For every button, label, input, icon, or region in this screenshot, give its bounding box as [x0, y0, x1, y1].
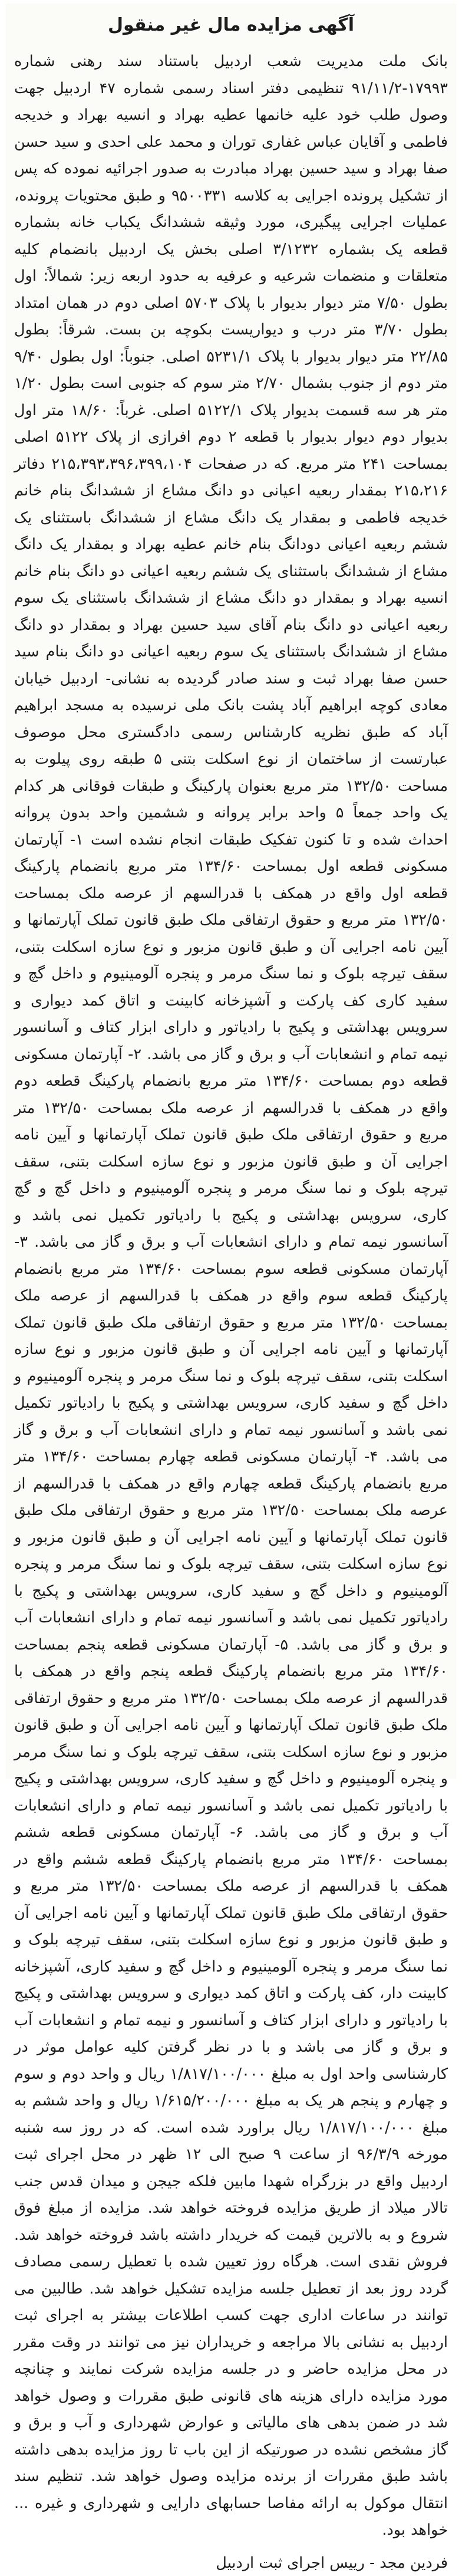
notice-title: آگهی مزایده مال غیر منقول	[107, 15, 354, 35]
notice-signature: فردین مجد - رییس اجرای ثبت اردبیل	[216, 2554, 448, 2572]
newspaper-clipping	[6, 4, 456, 2572]
notice-body	[14, 48, 448, 2572]
notice-paragraph: بانک ملت مدیریت شعب اردبیل باستناد سند رهنی شماره ۱۷۹۹۳-۹۱/۱۱/۲ تنظیمی دفتر اسناد رسمی شماره ۴۷ اردبیل جهت وصول طلب خود علیه خانمها عطیه بهراد و انسیه بهراد و خدیجه فاطمی و آقایان عباس غفاری توران و محمد علی احدی و سید حسن صفا بهراد و سید حسین بهراد مبادرت به صدور اجرائیه نموده که پس از تشکیل پرونده اجرایی به کلاسه ۹۵۰۰۳۳۱ و طبق محتویات پرونده، عملیات اجرایی پیگیری، مورد وثیقه ششدانگ یکباب خانه بشماره قطعه یک بشماره ۳/۱۲۳۲ اصلی بخش یک اردبیل بانضمام کلیه متعلقات و منضمات شرعیه و عرفیه به حدود اربعه زیر: شمالاً: اول بطول ۷/۵۰ متر دیوار بدیوار با پلاک ۵۷۰۳ اصلی دوم در همان امتداد بطول ۳/۷۰ متر درب و دیواریست بکوچه بن بست. شرقاً: بطول ۲۲/۸۵ متر دیوار بدیوار با پلاک ۵۲۳۱/۱ اصلی. جنوباً: اول بطول ۹/۴۰ متر دوم از جنوب بشمال ۲/۷۰ متر سوم که جنوبی است بطول ۱/۲۰ متر هر سه قسمت بدیوار پلاک ۵۱۲۲/۱ اصلی. غرباً: ۱۸/۶۰ متر اول بدیوار دوم دیوار بدیوار با قطعه ۲ دوم افرازی از پلاک ۵۱۲۲ اصلی بمساحت ۲۴۱ متر مربع. که در صفحات ۲۱۵،۳۹۳،۳۹۶،۳۹۹،۱۰۴ دفاتر ۲۱۵،۲۱۶ بمقدار ربعیه اعیانی دو دانگ مشاع از ششدانگ بنام خانم خدیجه فاطمی و بمقدار یک دانگ مشاع از ششدانگ باستثنای یک ششم ربعیه اعیانی دودانگ بنام خانم عطیه بهراد و بمقدار یک دانگ مشاع از ششدانگ باستثنای یک ششم ربعیه اعیانی دو دانگ بنام خانم انسیه بهراد و بمقدار دو دانگ مشاع از ششدانگ باستثنای یک سوم ربعیه اعیانی دو دانگ بنام آقای سید حسین بهراد و بمقدار دو دانگ مشاع از ششدانگ باستثنای یک سوم ربعیه اعیانی دو دانگ بنام سید حسن صفا بهراد ثبت و سند صادر گردیده به نشانی- اردبیل خیابان معادی کوچه ابراهیم آباد پشت بانک ملی نرسیده به مسجد ابراهیم آباد که طبق نظریه کارشناس رسمی دادگستری محل موصوف عبارتست از ساختمان از نوع اسکلت بتنی ۵ طبقه روی پیلوت به مساحت ۱۳۲/۵۰ متر مربع بعنوان پارکینگ و طبقات فوقانی هر کدام یک واحد جمعاً ۵ واحد برابر پروانه و ششمین واحد بدون پروانه احداث شده و تا کنون تفکیک طبقات انجام نشده است ۱- آپارتمان مسکونی قطعه اول بمساحت ۱۳۴/۶۰ متر مربع بانضمام پارکینگ قطعه اول واقع در همکف با قدرالسهم از عرصه ملک بمساحت ۱۳۲/۵۰ متر مربع و حقوق ارتفاقی ملک طبق قانون تملک آپارتمانها و آیین نامه اجرایی آن و طبق قانون مزبور و نوع سازه اسکلت بتنی، سقف تیرچه بلوک و نما سنگ مرمر و پنجره آلومینیوم و داخل گچ و سفید کاری کف پارکت و آشپزخانه کابینت و اتاق کمد دیواری و سرویس بهداشتی و پکیج با رادیاتور و دارای ابزار کتاف و آسانسور نیمه تمام و انشعابات آب و برق و گاز می باشد. ۲- آپارتمان مسکونی قطعه دوم بمساحت ۱۳۴/۶۰ متر مربع بانضمام پارکینگ قطعه دوم واقع در همکف با قدرالسهم از عرصه ملک بمساحت ۱۳۲/۵۰ متر مربع و حقوق ارتفاقی ملک طبق قانون تملک آپارتمانها و آیین نامه اجرایی آن و طبق قانون مزبور و نوع سازه اسکلت بتنی، سقف تیرچه بلوک و نما سنگ مرمر و پنجره آلومینیوم و داخل گچ و گچ کاری، سرویس بهداشتی و پکیج با رادیاتور تکمیل نمی باشد و آسانسور نیمه تمام و دارای انشعابات آب و برق و گاز می باشد. ۳- آپارتمان مسکونی قطعه سوم بمساحت ۱۳۴/۶۰ متر مربع بانضمام پارکینگ قطعه سوم واقع در همکف با قدرالسهم از عرصه ملک بمساحت ۱۳۲/۵۰ متر مربع و حقوق ارتفاقی ملک طبق قانون تملک آپارتمانها و آیین نامه اجرایی آن و طبق قانون مزبور و نوع سازه اسکلت بتنی، سقف تیرچه بلوک و نما سنگ مرمر و پنجره آلومینیوم و داخل گچ و سفید کاری، سرویس بهداشتی و پکیج با رادیاتور تکمیل نمی باشد و آسانسور نیمه تمام و دارای انشعابات آب و برق و گاز می باشد. ۴- آپارتمان مسکونی قطعه چهارم بمساحت ۱۳۴/۶۰ متر مربع بانضمام پارکینگ قطعه چهارم واقع در همکف با قدرالسهم از عرصه ملک بمساحت ۱۳۲/۵۰ متر مربع و حقوق ارتفاقی ملک طبق قانون تملک آپارتمانها و آیین نامه اجرایی آن و طبق قانون مزبور و نوع سازه اسکلت بتنی، سقف تیرچه بلوک و نما سنگ مرمر و پنجره آلومینیوم و داخل گچ و سفید کاری، سرویس بهداشتی و پکیج با رادیاتور تکمیل نمی باشد و آسانسور نیمه تمام و دارای انشعابات آب و برق و گاز می باشد. ۵- آپارتمان مسکونی قطعه پنجم بمساحت ۱۳۴/۶۰ متر مربع بانضمام پارکینگ قطعه پنجم واقع در همکف با قدرالسهم از عرصه ملک بمساحت ۱۳۲/۵۰ متر مربع و حقوق ارتفاقی ملک طبق قانون تملک آپارتمانها و آیین نامه اجرایی آن و طبق قانون مزبور و نوع سازه اسکلت بتنی، سقف تیرچه بلوک و نما سنگ مرمر و پنجره آلومینیوم و داخل گچ و سفید کاری، سرویس بهداشتی و پکیج با رادیاتور تکمیل نمی باشد و آسانسور نیمه تمام و دارای انشعابات آب و برق و گاز می باشد. ۶- آپارتمان مسکونی قطعه ششم بمساحت ۱۳۴/۶۰ متر مربع بانضمام پارکینگ قطعه ششم واقع در همکف با قدرالسهم از عرصه ملک بمساحت ۱۳۲/۵۰ متر مربع و حقوق ارتفاقی ملک طبق قانون تملک آپارتمانها و آیین نامه اجرایی آن و طبق قانون مزبور و نوع سازه اسکلت بتنی، سقف تیرچه بلوک و نما سنگ مرمر و پنجره آلومینیوم و داخل گچ و سفید کاری، آشپزخانه کابینت دار، کف پارکت و اتاق کمد دیواری و سرویس بهداشتی و پکیج با رادیاتور و دارای ابزار کتاف و آسانسور و نیمه تمام و انشعابات آب و برق و گاز می باشد و با در نظر گرفتن کلیه عوامل موثر در کارشناسی واحد اول به مبلغ ۱/۸۱۷/۱۰۰/۰۰۰ ریال و واحد دوم و سوم و چهارم و پنجم هر یک به مبلغ ۱/۶۱۵/۲۰۰/۰۰۰ ریال و واحد ششم به مبلغ ۱/۸۱۷/۱۰۰/۰۰۰ ریال براورد شده است. که در روز سه شنبه مورخه ۹۶/۳/۹ از ساعت ۹ صبح الی ۱۲ ظهر در محل اجرای ثبت اردبیل واقع در بزرگراه شهدا مابین فلکه جیجن و میدان قدس جنب تالار میلاد از طریق مزایده فروخته خواهد شد. مزایده از مبلغ فوق شروع و به بالاترین قیمت که خریدار داشته باشد فروخته خواهد شد. فروش نقدی است. هرگاه روز تعیین شده با تعطیل رسمی مصادف گردد روز بعد از تعطیل جلسه مزایده تشکیل خواهد شد. طالبین می توانند در ساعات اداری جهت کسب اطلاعات بیشتر به اجرای ثبت اردبیل به نشانی بالا مراجعه و خریداران نیز می توانند در وقت مقرر در محل مزایده حاضر و در جلسه مزایده شرکت نمایند و چنانچه مورد مزایده دارای هزینه های قانونی طبق مقررات و وصول خواهد شد در ضمن بدهی های مالیاتی و عوارض شهرداری و آب و برق و گاز مشخص نشده در صورتیکه از این باب تا روز مزایده بدهی داشته باشد طبق مقررات از برنده مزایده وصول خواهد شد. تنظیم سند انتقال موکول به ارائه مفاصا حسابهای دارایی و شهرداری و غیره ... خواهد بود.	[14, 52, 448, 2539]
